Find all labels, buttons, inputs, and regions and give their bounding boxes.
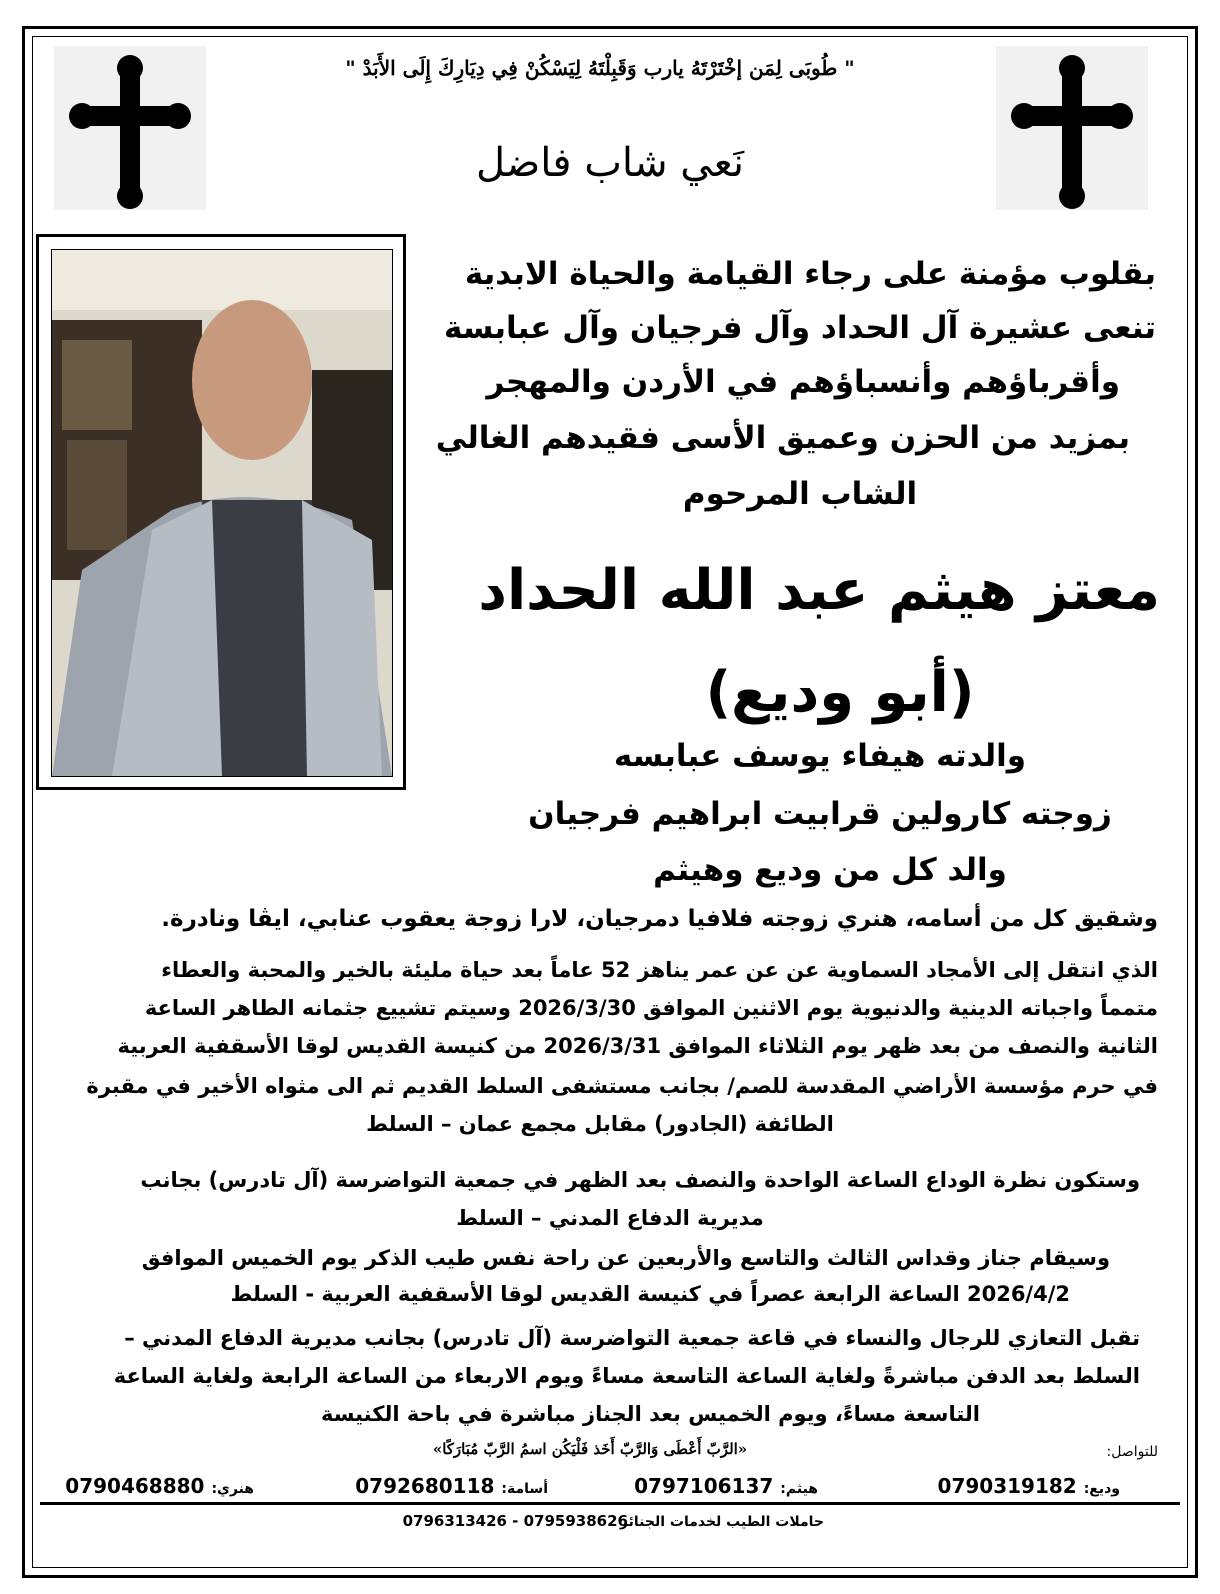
header-verse: " طُوبَى لِمَن إخْتَرْتَهُ يارب وَقَبِلْتَهُ لِيَسْكُنْ فِي دِيَارِكَ إِلَى الأَبَدْ ": [345, 56, 855, 80]
details-line-1: الذي انتقل إلى الأمجاد السماوية عن عن عمر يناهز 52 عاماً بعد حياة مليئة بالخير والمحبة والعطاء: [161, 958, 1158, 982]
contact-label: للتواصل:: [1106, 1444, 1158, 1460]
contact-item: [65, 1474, 254, 1498]
deceased-photo: [51, 249, 393, 777]
page-title: نَعي شاب فاضل: [475, 140, 745, 186]
family-line-1: والدته هيفاء يوسف عبابسه: [613, 738, 1027, 774]
details-line-4: في حرم مؤسسة الأراضي المقدسة للصم/ بجانب مستشفى السلط القديم ثم الى مثواه الأخير في مقبرة: [86, 1074, 1158, 1098]
footer-divider: [40, 1502, 1180, 1505]
details-line-3: الثانية والنصف من بعد ظهر يوم الثلاثاء الموافق 2026/3/31 من كنيسة القديس لوقا الأسقفية العربية: [117, 1034, 1158, 1058]
siblings-line: وشقيق كل من أسامه، هنري زوجته فلافيا دمرجيان، لارا زوجة يعقوب عنابي، ايڤا ونادرة.: [161, 906, 1158, 932]
cross-icon-right: [996, 46, 1148, 210]
footer-label: حاملات الطيب لخدمات الجنائز: [619, 1514, 824, 1530]
contact-name: هيثم:: [780, 1481, 818, 1497]
contact-item: [355, 1474, 548, 1498]
family-line-2: زوجته كارولين قرابيت ابراهيم فرجيان: [528, 796, 1112, 832]
mass-line-2: 2026/4/2 الساعة الرابعة عصراً في كنيسة القديس لوقا الأسقفية العربية - السلط: [230, 1282, 1070, 1306]
contact-name: وديع:: [1083, 1481, 1120, 1497]
contact-phone: 0790468880: [65, 1474, 205, 1498]
deceased-name: معتز هيثم عبد الله الحداد: [478, 558, 1160, 623]
family-line-3: والد كل من وديع وهيثم: [653, 852, 1007, 888]
condolence-line-3: التاسعة مساءً، ويوم الخميس بعد الجناز مباشرة في باحة الكنيسة: [321, 1402, 980, 1426]
deceased-nickname: (أبو وديع): [705, 660, 975, 725]
condolence-line-1: تقبل التعازي للرجال والنساء في قاعة جمعية التواضرسة (آل تادرس) بجانب مديرية الدفاع المدني –: [124, 1326, 1140, 1350]
contact-phone: 0792680118: [355, 1474, 495, 1498]
closing-verse: «الرَّبّ أَعْطَى وَالرَّبّ أَخَذ فَلْيَكُن اسمُ الرَّبّ مُبَارَكًا»: [432, 1440, 748, 1458]
intro-line-4: بمزيد من الحزن وعميق الأسى فقيدهم الغالي: [435, 420, 1130, 456]
contact-item: [634, 1474, 818, 1498]
farewell-line-2: مديرية الدفاع المدني – السلط: [456, 1206, 764, 1230]
contact-item: [938, 1474, 1120, 1498]
contact-name: هنري:: [211, 1481, 254, 1497]
contact-name: أسامة:: [501, 1481, 548, 1497]
farewell-line-1: وستكون نظرة الوداع الساعة الواحدة والنصف بعد الظهر في جمعية التواضرسة (آل تادرس) بجانب: [140, 1168, 1140, 1192]
footer-phones: 0796313426 - 0795938626: [402, 1512, 628, 1530]
intro-line-3: وأقرباؤهم وأنسباؤهم في الأردن والمهجر: [486, 364, 1120, 400]
contact-phone: 0797106137: [634, 1474, 774, 1498]
photo-frame: [36, 234, 406, 790]
mass-line-1: وسيقام جناز وقداس الثالث والتاسع والأربعين عن راحة نفس طيب الذكر يوم الخميس الموافق: [141, 1246, 1110, 1270]
contact-phone: 0790319182: [937, 1474, 1077, 1498]
details-line-2: متمماً واجباته الدينية والدنيوية يوم الاثنين الموافق 2026/3/30 وسيتم تشييع جثمانه الطاهر الساعة: [144, 996, 1158, 1020]
intro-line-5: الشاب المرحوم: [682, 476, 918, 512]
details-line-5: الطائفة (الجادور) مقابل مجمع عمان – السلط: [366, 1112, 834, 1136]
condolence-line-2: السلط بعد الدفن مباشرةً ولغاية الساعة التاسعة مساءً ويوم الاربعاء من الساعة الرابعة ولغاية الساعة: [113, 1364, 1140, 1388]
intro-line-2: تنعى عشيرة آل الحداد وآل فرجيان وآل عبابسة: [444, 310, 1156, 346]
intro-line-1: بقلوب مؤمنة على رجاء القيامة والحياة الابدية: [464, 256, 1156, 292]
cross-icon-left: [54, 46, 206, 210]
